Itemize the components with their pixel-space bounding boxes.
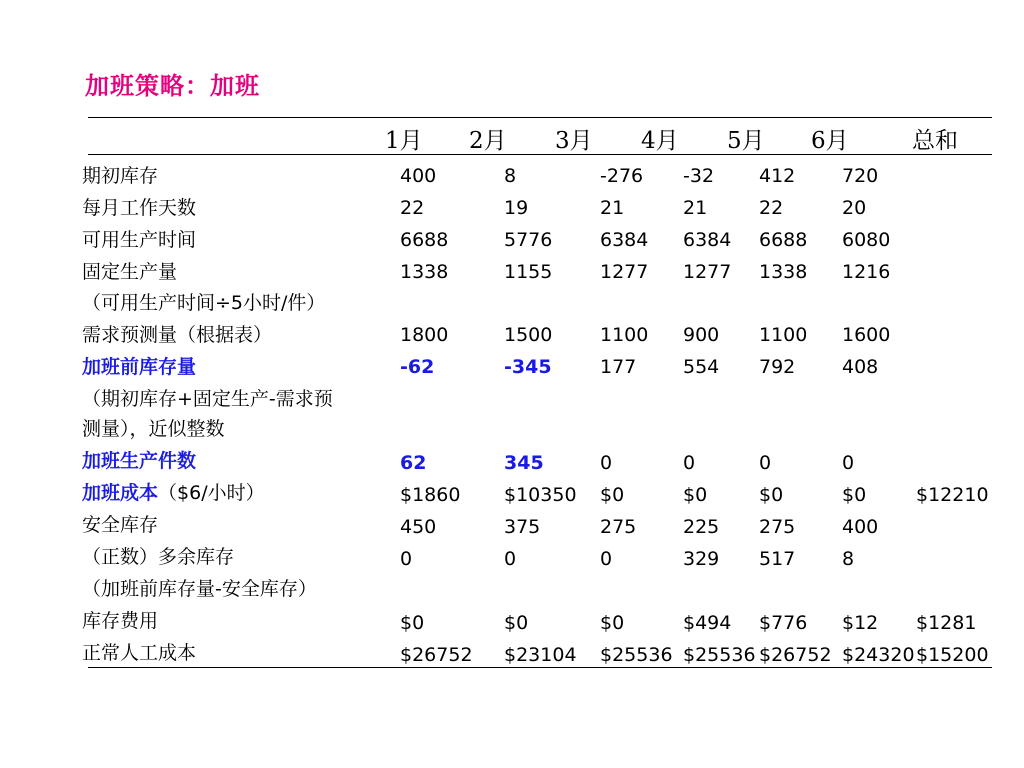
table-cell: $10350 bbox=[504, 484, 577, 506]
table-cell: $0 bbox=[759, 484, 784, 506]
table-header-rule bbox=[88, 154, 992, 155]
table-cell: 1800 bbox=[400, 324, 449, 346]
row-label-fixed-production: 固定生产量 bbox=[82, 261, 178, 283]
table-cell: 400 bbox=[400, 165, 437, 187]
table-cell: $24320 bbox=[842, 644, 915, 666]
row-label-excess-inventory: （正数）多余库存 bbox=[82, 546, 235, 568]
row-note-fixed-production-formula: （可用生产时间÷5小时/件） bbox=[82, 292, 326, 314]
overtime-cost-rate: （$6/小时） bbox=[158, 482, 265, 504]
table-cell: -62 bbox=[400, 356, 435, 378]
row-label-opening-inventory: 期初库存 bbox=[82, 165, 159, 187]
table-cell: $0 bbox=[504, 612, 529, 634]
table-cell-total: $1281 bbox=[916, 612, 977, 634]
table-cell: 1155 bbox=[504, 261, 553, 283]
row-label-regular-labor-cost: 正常人工成本 bbox=[82, 642, 197, 664]
row-note-excess-formula: （加班前库存量-安全库存） bbox=[82, 578, 317, 600]
table-cell: 1500 bbox=[504, 324, 553, 346]
header-month-5: 5月 bbox=[727, 128, 765, 154]
table-cell: -32 bbox=[683, 165, 715, 187]
table-cell: 20 bbox=[842, 197, 867, 219]
table-cell: 22 bbox=[759, 197, 784, 219]
table-cell: 1277 bbox=[683, 261, 732, 283]
row-label-overtime-units: 加班生产件数 bbox=[82, 450, 197, 472]
table-cell: 1216 bbox=[842, 261, 891, 283]
table-cell: 275 bbox=[759, 516, 796, 538]
table-cell: $25536 bbox=[683, 644, 756, 666]
table-cell: 22 bbox=[400, 197, 425, 219]
table-cell: -345 bbox=[504, 356, 552, 378]
table-cell: $0 bbox=[842, 484, 867, 506]
header-month-6: 6月 bbox=[811, 128, 849, 154]
table-cell: 375 bbox=[504, 516, 541, 538]
table-cell: -276 bbox=[600, 165, 644, 187]
table-cell: 5776 bbox=[504, 229, 553, 251]
table-cell: 1338 bbox=[400, 261, 449, 283]
row-label-available-time: 可用生产时间 bbox=[82, 229, 197, 251]
table-cell: 900 bbox=[683, 324, 720, 346]
table-cell: 21 bbox=[683, 197, 708, 219]
table-cell: 6688 bbox=[759, 229, 808, 251]
table-cell: 720 bbox=[842, 165, 879, 187]
header-month-4: 4月 bbox=[641, 128, 679, 154]
table-cell: 0 bbox=[400, 548, 413, 570]
table-cell: 792 bbox=[759, 356, 796, 378]
table-cell: $26752 bbox=[400, 644, 473, 666]
table-cell: 21 bbox=[600, 197, 625, 219]
row-label-inventory-cost: 库存费用 bbox=[82, 610, 159, 632]
table-cell-total: $15200 bbox=[916, 644, 989, 666]
overtime-cost-label: 加班成本 bbox=[82, 482, 159, 504]
table-cell: 0 bbox=[504, 548, 517, 570]
header-month-1: 1月 bbox=[385, 128, 423, 154]
header-total: 总和 bbox=[912, 128, 958, 154]
table-cell: 6384 bbox=[600, 229, 649, 251]
table-cell: 225 bbox=[683, 516, 720, 538]
table-cell: $12 bbox=[842, 612, 879, 634]
table-bottom-rule bbox=[88, 667, 992, 668]
row-note-pre-overtime-formula-2: 测量），近似整数 bbox=[82, 418, 225, 440]
table-cell: 62 bbox=[400, 452, 427, 474]
table-cell: 0 bbox=[842, 452, 855, 474]
table-cell: $776 bbox=[759, 612, 808, 634]
table-cell: $0 bbox=[683, 484, 708, 506]
table-cell: 412 bbox=[759, 165, 796, 187]
table-cell-total: $12210 bbox=[916, 484, 989, 506]
table-cell: 19 bbox=[504, 197, 529, 219]
row-label-demand-forecast: 需求预测量（根据表） bbox=[82, 324, 273, 346]
table-cell: 329 bbox=[683, 548, 720, 570]
table-cell: $0 bbox=[400, 612, 425, 634]
table-cell: 1100 bbox=[600, 324, 649, 346]
table-cell: $1860 bbox=[400, 484, 461, 506]
table-cell: 400 bbox=[842, 516, 879, 538]
table-cell: 1277 bbox=[600, 261, 649, 283]
table-cell: $494 bbox=[683, 612, 732, 634]
table-cell: 450 bbox=[400, 516, 437, 538]
row-label-overtime-cost bbox=[82, 481, 265, 505]
table-top-rule bbox=[88, 117, 992, 118]
row-label-working-days: 每月工作天数 bbox=[82, 197, 197, 219]
header-month-3: 3月 bbox=[555, 128, 593, 154]
table-cell: 0 bbox=[683, 452, 696, 474]
table-cell: 517 bbox=[759, 548, 796, 570]
table-cell: $26752 bbox=[759, 644, 832, 666]
slide-title: 加班策略：加班 bbox=[85, 72, 260, 100]
table-cell: 8 bbox=[842, 548, 855, 570]
table-cell: $0 bbox=[600, 612, 625, 634]
header-month-2: 2月 bbox=[469, 128, 507, 154]
row-note-pre-overtime-formula-1: （期初库存+固定生产-需求预 bbox=[82, 388, 333, 410]
table-cell: $25536 bbox=[600, 644, 673, 666]
row-label-safety-stock: 安全库存 bbox=[82, 514, 159, 536]
table-cell: 6688 bbox=[400, 229, 449, 251]
table-cell: 1338 bbox=[759, 261, 808, 283]
table-cell: 177 bbox=[600, 356, 637, 378]
table-cell: 6384 bbox=[683, 229, 732, 251]
table-cell: 275 bbox=[600, 516, 637, 538]
row-label-pre-overtime-inventory: 加班前库存量 bbox=[82, 356, 197, 378]
table-cell: 0 bbox=[600, 548, 613, 570]
table-cell: 345 bbox=[504, 452, 544, 474]
table-cell: 1600 bbox=[842, 324, 891, 346]
table-cell: 8 bbox=[504, 165, 517, 187]
table-cell: 1100 bbox=[759, 324, 808, 346]
table-cell: 408 bbox=[842, 356, 879, 378]
table-cell: $0 bbox=[600, 484, 625, 506]
table-cell: 0 bbox=[759, 452, 772, 474]
table-cell: 554 bbox=[683, 356, 720, 378]
table-cell: 0 bbox=[600, 452, 613, 474]
table-cell: $23104 bbox=[504, 644, 577, 666]
table-cell: 6080 bbox=[842, 229, 891, 251]
